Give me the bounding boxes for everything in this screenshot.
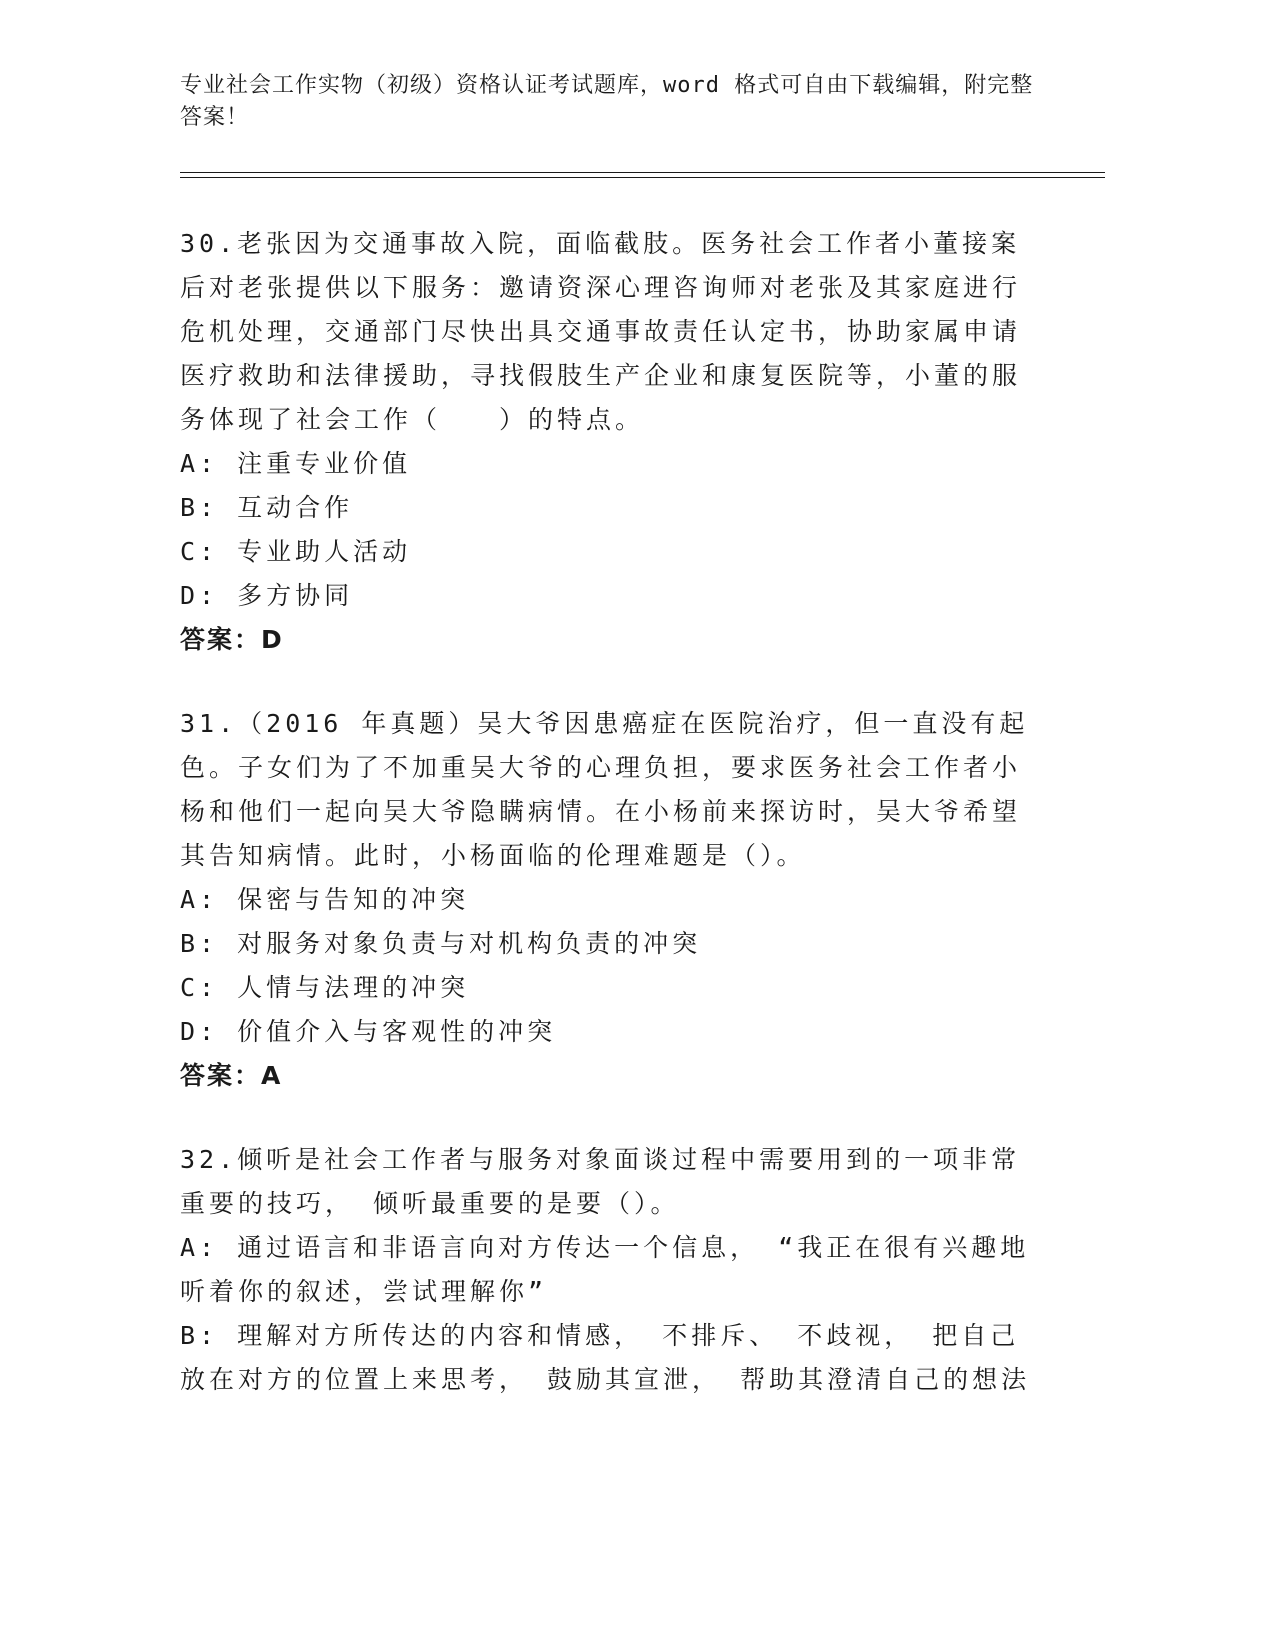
question-text: 31.（2016 年真题）吴大爷因患癌症在医院治疗，但一直没有起色。子女们为了不加重吴大爷的心理负担，要求医务社会工作者小杨和他们一起向吴大爷隐瞒病情。在小杨前来探访时，吴大爷希望其告知病情。此时，小杨面临的伦理难题是（）。 [180,709,1029,870]
option-a: A: 注重专业价值 [180,449,412,478]
option-b: B: 对服务对象负责与对机构负责的冲突 [180,929,702,958]
option-a: A: 通过语言和非语言向对方传达一个信息， “我正在很有兴趣地听着你的叙述，尝试理解你” [180,1233,1030,1306]
question-text: 30.老张因为交通事故入院，面临截肢。医务社会工作者小董接案后对老张提供以下服务：邀请资深心理咨询师对老张及其家庭进行危机处理，交通部门尽快出具交通事故责任认定书，协助家属申请医疗救助和法律援助，寻找假肢生产企业和康复医院等，小董的服务体现了社会工作（ ）的特点。 [180,229,1022,434]
option-d: D: 价值介入与客观性的冲突 [180,1017,557,1046]
option-b: B: 理解对方所传达的内容和情感， 不排斥、 不歧视， 把自己放在对方的位置上来思考， 鼓励其宣泄， 帮助其澄清自己的想法 [180,1321,1031,1394]
answer: 答案：D [180,625,284,654]
question-31 [180,702,1040,1098]
document-header: 专业社会工作实物（初级）资格认证考试题库，word 格式可自由下载编辑，附完整答案！ [180,73,1034,130]
option-d: D: 多方协同 [180,581,354,610]
option-a: A: 保密与告知的冲突 [180,885,470,914]
question-32 [180,1138,1040,1402]
answer: 答案：A [180,1061,283,1090]
option-c: C: 人情与法理的冲突 [180,973,470,1002]
header-divider-thick [180,177,1105,178]
option-c: C: 专业助人活动 [180,537,412,566]
option-b: B: 互动合作 [180,493,354,522]
header-divider-thin [180,172,1105,173]
question-30 [180,222,1040,662]
question-text: 32.倾听是社会工作者与服务对象面谈过程中需要用到的一项非常重要的技巧， 倾听最重要的是要（）。 [180,1145,1021,1218]
